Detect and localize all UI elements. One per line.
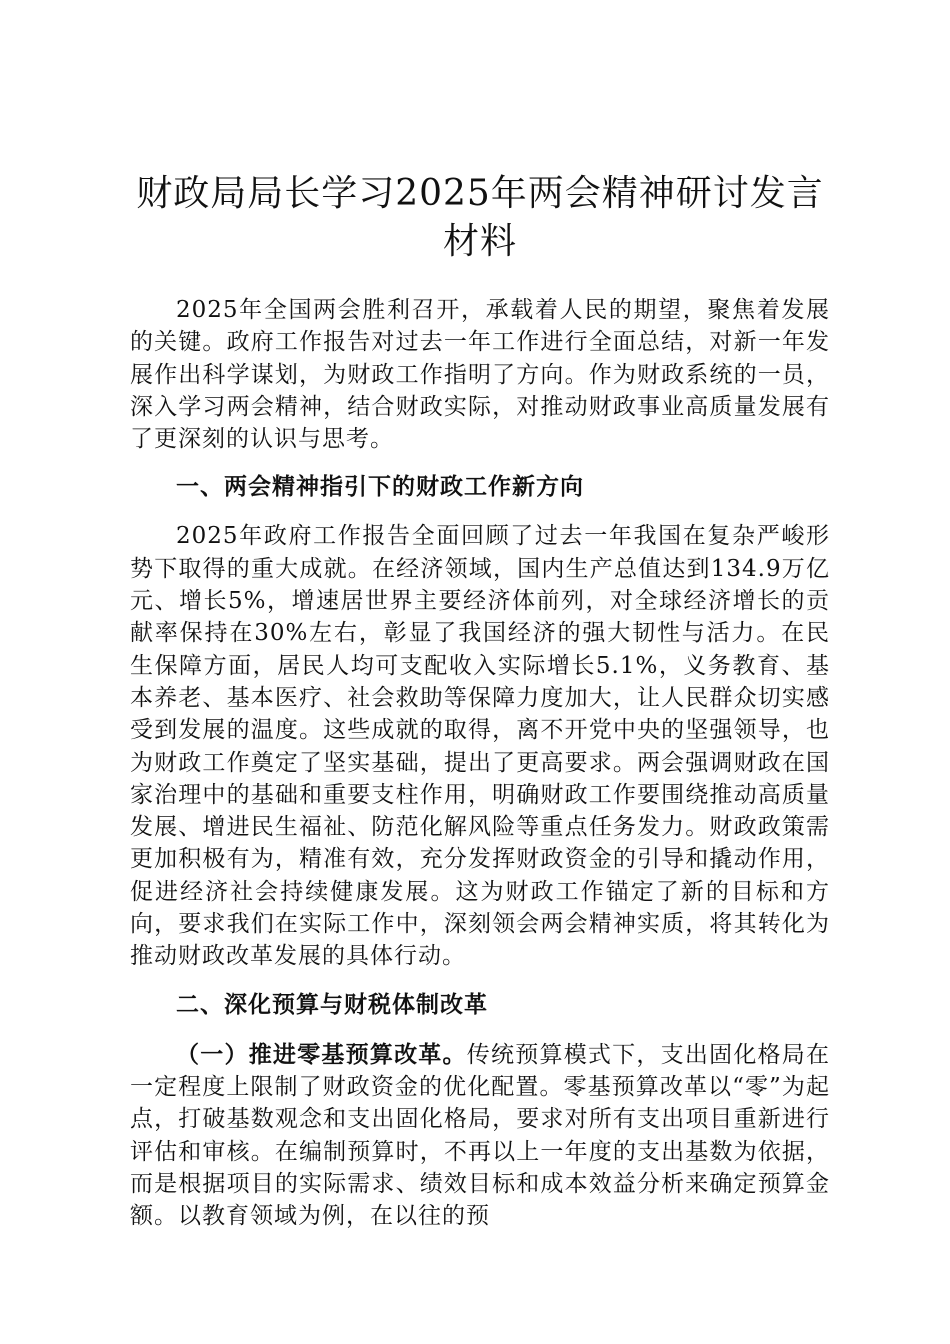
- intro-paragraph: 2025年全国两会胜利召开，承载着人民的期望，聚焦着发展的关键。政府工作报告对过去一年工作进行全面总结，对新一年发展作出科学谋划，为财政工作指明了方向。作为财政系统的一员，深入学习两会精神，结合财政实际，对推动财政事业高质量发展有了更深刻的认识与思考。: [130, 297, 830, 453]
- subsection-1-body: 传统预算模式下，支出固化格局在一定程度上限制了财政资金的优化配置。零基预算改革以“零”为起点，打破基数观念和支出固化格局，要求对所有支出项目重新进行评估和审核。在编制预算时，不再以上一年度的支出基数为依据，而是根据项目的实际需求、绩效目标和成本效益分析来确定预算金额。以教育领域为例，在以往的预: [130, 1041, 831, 1230]
- section-heading-1: 一、两会精神指引下的财政工作新方向: [176, 473, 584, 501]
- document-title: 财政局局长学习2025年两会精神研讨发言材料: [136, 173, 824, 262]
- section-1-paragraph: 2025年政府工作报告全面回顾了过去一年我国在复杂严峻形势下取得的重大成就。在经济领域，国内生产总值达到134.9万亿元、增长5%，增速居世界主要经济体前列，对全球经济增长的贡献率保持在30%左右，彰显了我国经济的强大韧性与活力。在民生保障方面，居民人均可支配收入实际增长5.1%，义务教育、基本养老、基本医疗、社会救助等保障力度加大，让人民群众切实感受到发展的温度。这些成就的取得，离不开党中央的坚强领导，也为财政工作奠定了坚实基础，提出了更高要求。两会强调财政在国家治理中的基础和重要支柱作用，明确财政工作要围绕推动高质量发展、增进民生福祉、防范化解风险等重点任务发力。财政政策需更加积极有为，精准有效，充分发挥财政资金的引导和撬动作用，促进经济社会持续健康发展。这为财政工作锚定了新的目标和方向，要求我们在实际工作中，深刻领会两会精神实质，将其转化为推动财政改革发展的具体行动。: [130, 523, 830, 970]
- subsection-1-paragraph: [130, 1039, 830, 1233]
- section-heading-2: 二、深化预算与财税体制改革: [176, 990, 488, 1018]
- subsection-1-lead: （一）推进零基预算改革。: [176, 1040, 467, 1068]
- document-page: [130, 170, 830, 1232]
